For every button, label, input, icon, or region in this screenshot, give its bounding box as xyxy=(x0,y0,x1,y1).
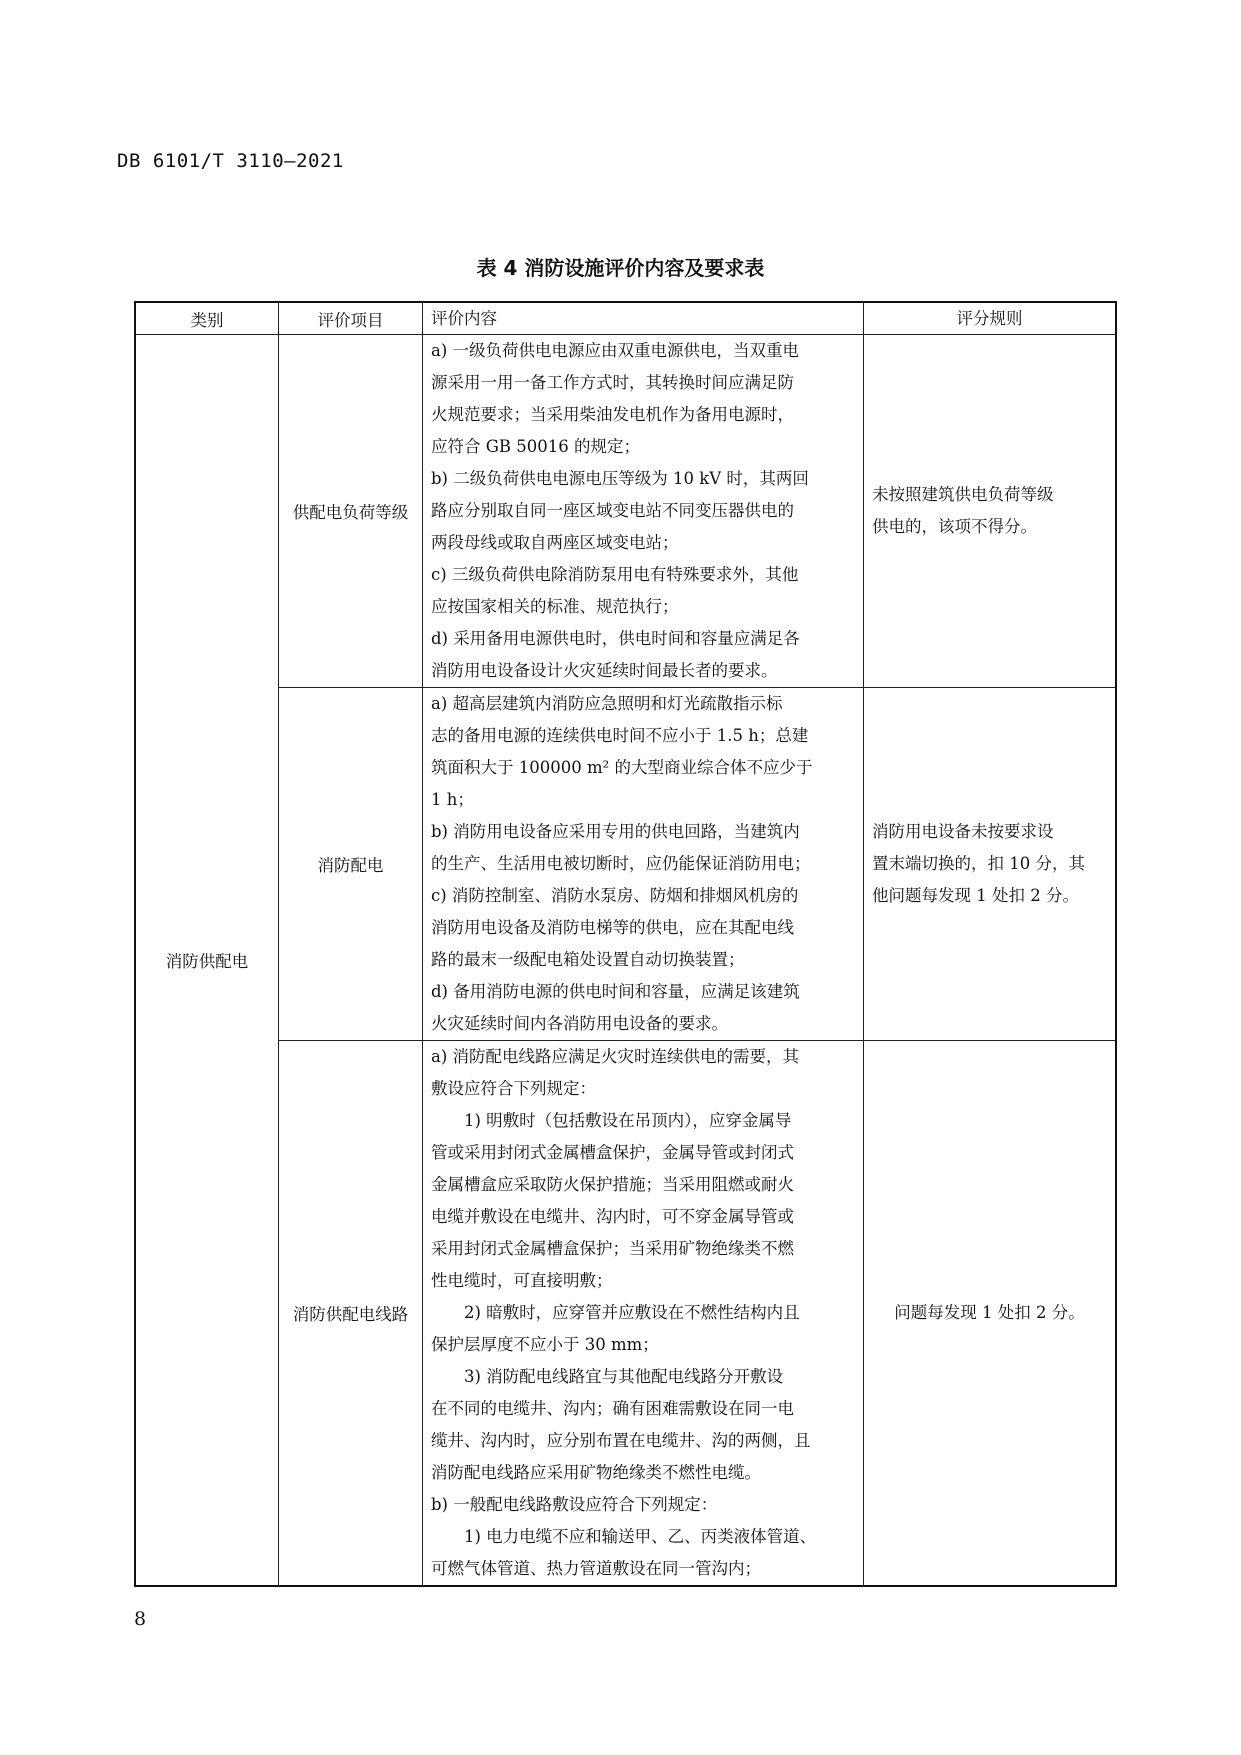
table-row xyxy=(135,335,1116,688)
page-number: 8 xyxy=(134,1608,147,1630)
content-line: 两段母线或取自两座区域变电站； xyxy=(431,533,679,552)
content-line: 路的最末一级配电箱处设置自动切换装置； xyxy=(431,950,745,969)
content-line: 火灾延续时间内各消防用电设备的要求。 xyxy=(431,1014,728,1033)
category-cell: 消防供配电 xyxy=(135,335,279,1587)
content-line: a) 消防配电线路应满足火灾时连续供电的需要，其 xyxy=(431,1047,800,1066)
content-line: 金属槽盒应采取防火保护措施；当采用阻燃或耐火 xyxy=(431,1175,794,1194)
content-line: 缆井、沟内时，应分别布置在电缆井、沟的两侧，且 xyxy=(431,1431,811,1450)
table-header-row xyxy=(135,302,1116,335)
content-line: 3) 消防配电线路宜与其他配电线路分开敷设 xyxy=(464,1367,784,1386)
content-line: 可燃气体管道、热力管道敷设在同一管沟内； xyxy=(431,1559,761,1578)
content-line: d) 备用消防电源的供电时间和容量，应满足该建筑 xyxy=(431,982,800,1001)
content-line: 志的备用电源的连续供电时间不应小于 1.5 h；总建 xyxy=(431,726,809,745)
content-line: 消防配电线路应采用矿物绝缘类不燃性电缆。 xyxy=(431,1463,761,1482)
content-line: 火规范要求；当采用柴油发电机作为备用电源时， xyxy=(431,405,794,424)
content-line: c) 消防控制室、消防水泵房、防烟和排烟风机房的 xyxy=(431,886,799,905)
rule-line: 问题每发现 1 处扣 2 分。 xyxy=(894,1303,1085,1322)
content-line: c) 三级负荷供电除消防泵用电有特殊要求外，其他 xyxy=(431,565,799,584)
content-line: 2) 暗敷时，应穿管并应敷设在不燃性结构内且 xyxy=(464,1303,800,1322)
table-row xyxy=(135,1041,1116,1587)
content-line: 路应分别取自同一座区域变电站不同变压器供电的 xyxy=(431,501,794,520)
content-line: 1) 明敷时（包括敷设在吊顶内），应穿金属导 xyxy=(464,1111,792,1130)
content-line: 1) 电力电缆不应和输送甲、乙、丙类液体管道、 xyxy=(464,1527,817,1546)
content-line: 采用封闭式金属槽盒保护；当采用矿物绝缘类不燃 xyxy=(431,1239,794,1258)
document-code: DB 6101/T 3110—2021 xyxy=(117,150,344,172)
content-line: 源采用一用一备工作方式时，其转换时间应满足防 xyxy=(431,373,794,392)
column-header-rule: 评分规则 xyxy=(864,302,1117,335)
item-cell: 消防供配电线路 xyxy=(279,1041,423,1587)
content-line: 管或采用封闭式金属槽盒保护，金属导管或封闭式 xyxy=(431,1143,794,1162)
evaluation-table xyxy=(134,301,1117,1587)
content-line: 在不同的电缆井、沟内；确有困难需敷设在同一电 xyxy=(431,1399,794,1418)
table-title: 表 4 消防设施评价内容及要求表 xyxy=(476,256,765,280)
content-line: b) 一般配电线路敷设应符合下列规定： xyxy=(431,1495,718,1514)
content-line: 应符合 GB 50016 的规定； xyxy=(431,437,641,456)
rule-line: 未按照建筑供电负荷等级 xyxy=(872,485,1054,504)
column-header-content: 评价内容 xyxy=(423,302,864,335)
column-header-category: 类别 xyxy=(135,302,279,335)
rule-line: 消防用电设备未按要求设 xyxy=(872,822,1054,841)
rule-cell xyxy=(864,1041,1117,1587)
rule-cell xyxy=(864,688,1117,1041)
content-line: a) 一级负荷供电电源应由双重电源供电，当双重电 xyxy=(431,341,800,360)
content-line: 敷设应符合下列规定： xyxy=(431,1079,596,1098)
content-line: 消防用电设备设计火灾延续时间最长者的要求。 xyxy=(431,661,778,680)
rule-line: 他问题每发现 1 处扣 2 分。 xyxy=(872,886,1079,905)
content-line: a) 超高层建筑内消防应急照明和灯光疏散指示标 xyxy=(431,694,783,713)
content-cell xyxy=(423,1041,864,1587)
item-cell: 供配电负荷等级 xyxy=(279,335,423,688)
content-line: b) 二级负荷供电电源电压等级为 10 kV 时，其两回 xyxy=(431,469,809,488)
content-line: 电缆并敷设在电缆井、沟内时，可不穿金属导管或 xyxy=(431,1207,794,1226)
content-cell xyxy=(423,688,864,1041)
content-line: 消防用电设备及消防电梯等的供电，应在其配电线 xyxy=(431,918,794,937)
item-cell: 消防配电 xyxy=(279,688,423,1041)
rule-cell xyxy=(864,335,1117,688)
table-row xyxy=(135,688,1116,1041)
content-line: 的生产、生活用电被切断时，应仍能保证消防用电； xyxy=(431,854,811,873)
content-cell xyxy=(423,335,864,688)
rule-line: 置末端切换的，扣 10 分，其 xyxy=(872,854,1085,873)
content-line: 保护层厚度不应小于 30 mm； xyxy=(431,1335,659,1354)
content-line: 性电缆时，可直接明敷； xyxy=(431,1271,613,1290)
content-line: 应按国家相关的标准、规范执行； xyxy=(431,597,679,616)
content-line: 筑面积大于 100000 m² 的大型商业综合体不应少于 xyxy=(431,758,813,777)
content-line: b) 消防用电设备应采用专用的供电回路，当建筑内 xyxy=(431,822,800,841)
content-line: d) 采用备用电源供电时，供电时间和容量应满足各 xyxy=(431,629,800,648)
column-header-item: 评价项目 xyxy=(279,302,423,335)
rule-line: 供电的，该项不得分。 xyxy=(872,517,1037,536)
content-line: 1 h； xyxy=(431,790,474,809)
